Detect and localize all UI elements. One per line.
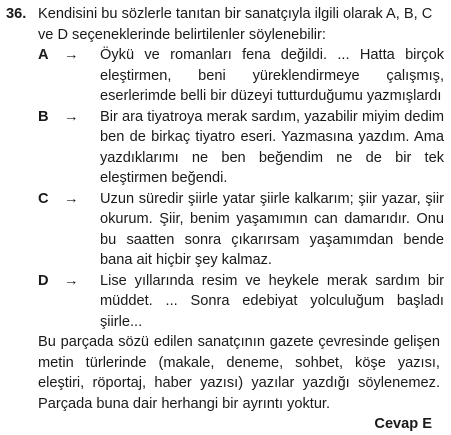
question-number: 36. xyxy=(6,6,27,22)
arrow-icon: → xyxy=(64,190,79,207)
option-a xyxy=(38,45,444,107)
arrow-icon: → xyxy=(64,272,79,289)
answer-label: Cevap E xyxy=(374,416,432,432)
option-list xyxy=(38,45,444,332)
explanation-text: Bu parçada sözü edilen sanatçının gazete çevresinde gelişen metin türlerinde (makale, deneme, sohbet, köşe yazısı, eleştiri, röportaj, haber yazısı) yazılar yazdığı söylenemez. Parçada buna dair herhangi bir ayrıntı yoktur. xyxy=(38,334,440,412)
arrow-icon: → xyxy=(64,108,79,125)
option-letter: B xyxy=(38,108,49,125)
option-c xyxy=(38,189,444,271)
option-b xyxy=(38,107,444,189)
option-text: Bir ara tiyatroya merak sardım, yazabilir miyim dedim ben de birkaç tiyatro eseri. Yazmasına yazdım. Ama yazdıklarımı ne ben beğendim ne de bir tek eleştirmen beğendi. xyxy=(100,108,444,186)
option-text: Öykü ve romanları fena değildi. ... Hatta birçok eleştirmen, beni yüreklendirmeye çalışmış, eserlerimde belli bir düzeyi tutturduğumu yazmışlardı xyxy=(100,47,444,104)
option-letter: A xyxy=(38,47,49,63)
option-d xyxy=(38,271,444,333)
option-letter: C xyxy=(38,190,49,207)
question-block xyxy=(6,4,444,435)
option-text: Lise yıllarında resim ve heykele merak sardım bir müddet. ... Sonra edebiyat yolculuğum başladı şiirle... xyxy=(100,272,444,330)
arrow-icon: → xyxy=(64,47,79,63)
option-letter: D xyxy=(38,272,49,289)
question-stem: Kendisini bu sözlerle tanıtan bir sanatçıyla ilgili olarak A, B, C ve D seçeneklerinde belirtilenler söylenebilir: xyxy=(38,6,433,43)
option-text: Uzun süredir şiirle yatar şiirle kalkarım; şiir yazar, şiir okurum. Şiir, benim yaşamımın can damarıdır. Onu bu saatten sonra çıkarırsam yaşamımdan bende bana ait hiçbir şey kalmaz. xyxy=(100,190,444,268)
question-header xyxy=(6,4,444,45)
